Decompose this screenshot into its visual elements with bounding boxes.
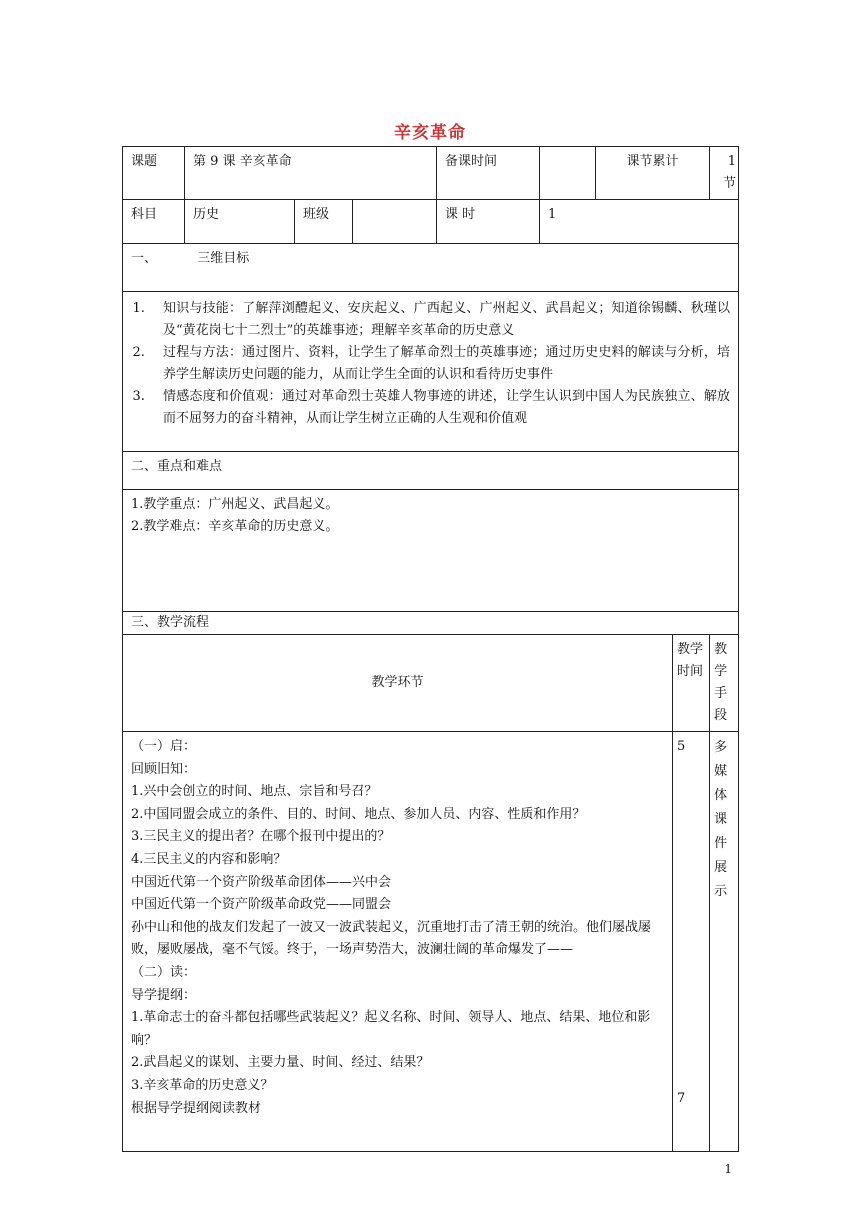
section3-heading-row [123,612,739,635]
subject-value: 历史 [185,200,295,244]
process-line: 中国近代第一个资产阶级革命政党——同盟会 [131,897,392,913]
section2-heading: 二、重点和难点 [123,452,739,490]
process-line: 2.中国同盟会成立的条件、目的、时间、地点、参加人员、内容、性质和作用？ [131,806,586,822]
process-line: 1.革命志士的奋斗都包括哪些武装起义？起义名称、时间、领导人、地点、结果、地位和影响？ [131,1010,651,1048]
process-line: 4.三民主义的内容和影响？ [131,851,287,867]
process-line: （一）启： [131,739,197,754]
process-line: 根据导学提纲阅读教材 [131,1100,262,1116]
label-prep-time: 备课时间 [437,147,540,200]
col-time-header-line1: 教学 [677,642,704,657]
header-row-1 [123,147,739,200]
process-content [123,732,673,1152]
process-line: 孙中山和他的战友们发起了一波又一波武装起义，沉重地打击了清王朝的统治。他们屡战屡败，屡败屡战，毫不气馁。终于，一场声势浩大，波澜壮阔的革命爆发了—— [131,919,652,958]
page-number: 1 [724,1162,732,1176]
goal-item: 3. 情感态度和价值观：通过对革命烈士英雄人物事迹的讲述，让学生认识到中国人为民族独立、解放而不屈努力的奋斗精神，从而让学生树立正确的人生观和价值观 [149,386,730,430]
class-value [353,200,437,244]
label-subject: 科目 [123,200,185,244]
cumulative-cell [710,147,739,200]
time-first: 5 [677,739,686,754]
goal-item: 2. 过程与方法：通过图片、资料，让学生了解革命烈士的英雄事迹；通过历史史料的解读与分析，培养学生解读历史问题的能力，从而让学生全面的认识和看待历史事件 [149,342,730,386]
col-means-header [710,635,739,732]
label-topic: 课题 [123,147,185,200]
key-point: 1.教学重点：广州起义、武昌起义。 [131,497,339,512]
section1-heading-row [123,244,739,292]
section1-heading [123,244,739,292]
topic-value: 第 9 课 辛亥革命 [185,147,437,200]
header-row-2 [123,200,739,244]
lesson-plan-table [122,146,739,1152]
goals-list [131,298,730,430]
cumulative-unit: 节 [723,176,737,191]
goals-cell [123,292,739,452]
prep-time-value [540,147,596,200]
process-line: 1.兴中会创立的时间、地点、宗旨和号召？ [131,784,378,800]
points-cell [123,490,739,612]
col-time-header-line2: 时间 [677,664,704,679]
col-time-header [673,635,710,732]
process-line: （二）读： [131,964,197,980]
difficult-point: 2.教学难点：辛亥革命的历史意义。 [131,519,339,534]
section3-heading: 三、教学流程 [123,612,739,635]
process-line: 2.武昌起义的谋划、主要力量、时间、经过、结果？ [131,1055,430,1071]
section1-heading-text: 三维目标 [197,251,250,266]
process-line: 中国近代第一个资产阶级革命团体——兴中会 [131,874,392,890]
section2-points-row [123,490,739,612]
label-cumulative: 课节累计 [596,147,710,200]
process-line: 3.辛亥革命的历史意义？ [131,1077,274,1093]
section1-goals-row [123,292,739,452]
section2-heading-row [123,452,739,490]
process-line: 回顾旧知： [131,761,197,777]
hours-value: 1 [540,200,739,244]
label-hours: 课 时 [437,200,540,244]
col-means-header-line1: 教学 [714,642,728,679]
process-body-row [123,732,739,1152]
process-means-cell: 多媒体课件展示 [710,732,739,1152]
document-title: 辛亥革命 [394,123,466,143]
process-time-cell [673,732,710,1152]
cumulative-value: 1 [727,154,737,169]
process-header-row [123,635,739,732]
label-class: 班级 [295,200,353,244]
col-stage-header: 教学环节 [123,635,673,732]
time-second: 7 [677,1091,686,1106]
section1-heading-num: 一、 [131,251,158,266]
goal-item: 1. 知识与技能：了解萍浏醴起义、安庆起义、广西起义、广州起义、武昌起义；知道徐锡麟、秋瑾以及“黄花岗七十二烈士”的英雄事迹；理解辛亥革命的历史意义 [149,298,730,342]
process-line: 导学提纲： [131,987,197,1003]
col-means-header-line2: 手段 [714,686,728,723]
process-line: 3.三民主义的提出者？在哪个报刊中提出的？ [131,829,391,845]
